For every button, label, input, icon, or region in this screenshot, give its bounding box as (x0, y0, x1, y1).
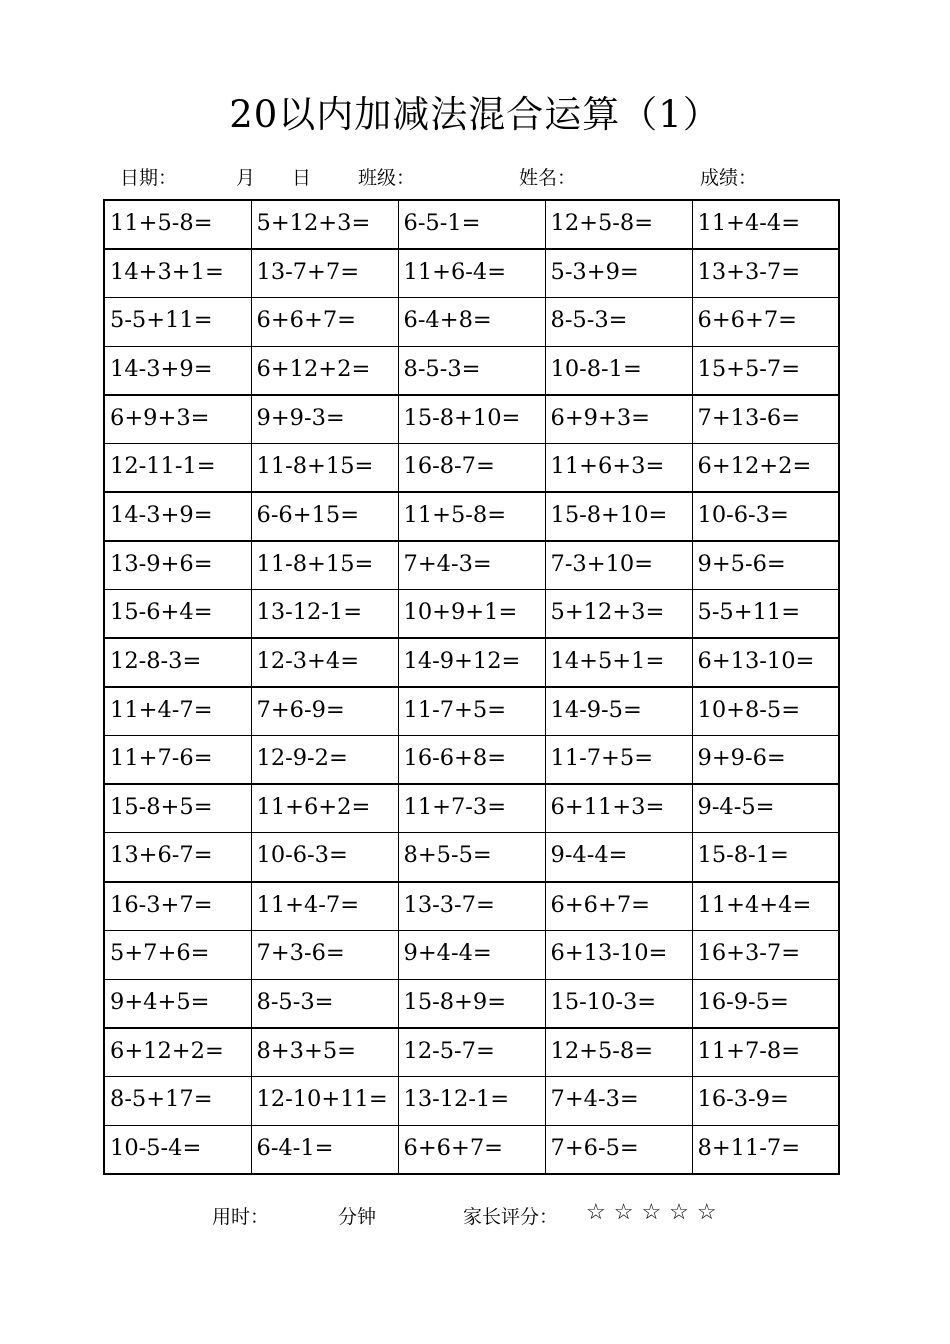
problem-row (104, 492, 839, 541)
problem-row (104, 833, 839, 882)
problem-cell: 7+6-9= (251, 687, 398, 736)
problem-cell: 13-3-7= (398, 882, 545, 931)
problem-row (104, 200, 839, 249)
problem-cell: 14-3+9= (104, 346, 251, 395)
problem-cell: 8-5-3= (545, 297, 692, 346)
problem-cell: 7+6-5= (545, 1125, 692, 1174)
problem-cell: 10+9+1= (398, 590, 545, 639)
problem-cell: 11-8+15= (251, 443, 398, 492)
problem-cell: 15-8+10= (398, 395, 545, 444)
problem-cell: 16-8-7= (398, 443, 545, 492)
problem-cell: 12-9-2= (251, 736, 398, 785)
problem-cell: 7-3+10= (545, 541, 692, 590)
problem-row (104, 638, 839, 687)
problem-row (104, 1076, 839, 1125)
problem-cell: 11+4+4= (692, 882, 839, 931)
date-label: 日期： (120, 167, 178, 189)
problem-cell: 7+13-6= (692, 395, 839, 444)
problem-cell: 15-6+4= (104, 590, 251, 639)
rating-stars[interactable]: ☆☆☆☆☆ (586, 1200, 725, 1225)
problem-cell: 16-3+7= (104, 882, 251, 931)
parent-rating-label: 家长评分： (463, 1206, 559, 1228)
problem-cell: 9-4-4= (545, 833, 692, 882)
score-label: 成绩： (700, 167, 758, 189)
problem-cell: 13+6-7= (104, 833, 251, 882)
problem-cell: 6+9+3= (545, 395, 692, 444)
problem-cell: 5-5+11= (692, 590, 839, 639)
problem-cell: 6+12+2= (692, 443, 839, 492)
problem-cell: 11-7+5= (545, 736, 692, 785)
problem-cell: 6+9+3= (104, 395, 251, 444)
problem-cell: 11+4-7= (251, 882, 398, 931)
problem-cell: 12-8-3= (104, 638, 251, 687)
problem-cell: 9+9-6= (692, 736, 839, 785)
problem-cell: 6+6+7= (692, 297, 839, 346)
problem-cell: 11+4-4= (692, 200, 839, 249)
problem-cell: 6+11+3= (545, 784, 692, 833)
problem-cell: 12-3+4= (251, 638, 398, 687)
problem-cell: 13+3-7= (692, 249, 839, 298)
problem-cell: 8+5-5= (398, 833, 545, 882)
problem-cell: 16-9-5= (692, 979, 839, 1028)
problem-cell: 15+5-7= (692, 346, 839, 395)
month-label: 月 (236, 167, 256, 189)
time-label: 用时： (212, 1206, 270, 1228)
problem-cell: 12+5-8= (545, 200, 692, 249)
problem-cell: 16-3-9= (692, 1076, 839, 1125)
problem-row (104, 541, 839, 590)
problem-cell: 7+4-3= (545, 1076, 692, 1125)
problem-row (104, 346, 839, 395)
problem-cell: 6+13-10= (545, 930, 692, 979)
problem-cell: 5+12+3= (251, 200, 398, 249)
minutes-label: 分钟 (338, 1206, 377, 1228)
problem-cell: 6-6+15= (251, 492, 398, 541)
problem-row (104, 249, 839, 298)
problem-cell: 13-12-1= (398, 1076, 545, 1125)
problem-cell: 14-9+12= (398, 638, 545, 687)
problem-cell: 12+5-8= (545, 1028, 692, 1077)
problem-cell: 10-6-3= (692, 492, 839, 541)
problem-cell: 5-3+9= (545, 249, 692, 298)
problem-cell: 9+9-3= (251, 395, 398, 444)
problem-cell: 11-7+5= (398, 687, 545, 736)
problem-cell: 14+3+1= (104, 249, 251, 298)
problem-cell: 11+7-3= (398, 784, 545, 833)
problem-cell: 13-7+7= (251, 249, 398, 298)
problem-cell: 6+13-10= (692, 638, 839, 687)
problem-row (104, 297, 839, 346)
problem-cell: 8+3+5= (251, 1028, 398, 1077)
problem-cell: 11+5-8= (104, 200, 251, 249)
problem-cell: 15-8-1= (692, 833, 839, 882)
problem-cell: 10-5-4= (104, 1125, 251, 1174)
problem-row (104, 979, 839, 1028)
problem-cell: 13-12-1= (251, 590, 398, 639)
problem-cell: 7+4-3= (398, 541, 545, 590)
problem-cell: 11+6+3= (545, 443, 692, 492)
problem-row (104, 1028, 839, 1077)
problem-cell: 11+5-8= (398, 492, 545, 541)
problem-cell: 6+6+7= (251, 297, 398, 346)
problem-row (104, 784, 839, 833)
problem-cell: 8-5-3= (398, 346, 545, 395)
page-title: 20以内加减法混合运算（1） (229, 93, 721, 136)
problem-row (104, 930, 839, 979)
day-label: 日 (292, 167, 312, 189)
problem-cell: 6-5-1= (398, 200, 545, 249)
problem-cell: 11+6-4= (398, 249, 545, 298)
problem-cell: 6+12+2= (104, 1028, 251, 1077)
problem-cell: 10-6-3= (251, 833, 398, 882)
problem-row (104, 590, 839, 639)
problem-cell: 15-10-3= (545, 979, 692, 1028)
problem-cell: 15-8+5= (104, 784, 251, 833)
problem-cell: 11+7-8= (692, 1028, 839, 1077)
problem-cell: 6+6+7= (398, 1125, 545, 1174)
name-label: 姓名： (519, 167, 577, 189)
problem-cell: 9+5-6= (692, 541, 839, 590)
problem-cell: 9-4-5= (692, 784, 839, 833)
problem-cell: 12-5-7= (398, 1028, 545, 1077)
problem-cell: 14+5+1= (545, 638, 692, 687)
problem-row (104, 882, 839, 931)
problem-cell: 6-4+8= (398, 297, 545, 346)
problem-cell: 8-5-3= (251, 979, 398, 1028)
problem-cell: 6+6+7= (545, 882, 692, 931)
problem-row (104, 736, 839, 785)
problem-cell: 15-8+9= (398, 979, 545, 1028)
problem-cell: 10-8-1= (545, 346, 692, 395)
problem-cell: 9+4-4= (398, 930, 545, 979)
problem-cell: 5-5+11= (104, 297, 251, 346)
problem-cell: 14-9-5= (545, 687, 692, 736)
problem-grid (103, 199, 840, 1175)
problem-row (104, 443, 839, 492)
problem-cell: 11+4-7= (104, 687, 251, 736)
problem-cell: 7+3-6= (251, 930, 398, 979)
problem-cell: 6+12+2= (251, 346, 398, 395)
problem-cell: 16-6+8= (398, 736, 545, 785)
problem-cell: 11+6+2= (251, 784, 398, 833)
problem-cell: 15-8+10= (545, 492, 692, 541)
problem-cell: 8+11-7= (692, 1125, 839, 1174)
problem-cell: 6-4-1= (251, 1125, 398, 1174)
problem-cell: 12-11-1= (104, 443, 251, 492)
problem-cell: 8-5+17= (104, 1076, 251, 1125)
problem-cell: 9+4+5= (104, 979, 251, 1028)
problem-cell: 5+7+6= (104, 930, 251, 979)
problem-cell: 14-3+9= (104, 492, 251, 541)
problem-cell: 12-10+11= (251, 1076, 398, 1125)
problem-cell: 13-9+6= (104, 541, 251, 590)
problem-row (104, 687, 839, 736)
problem-row (104, 395, 839, 444)
problem-cell: 16+3-7= (692, 930, 839, 979)
problem-row (104, 1125, 839, 1174)
problem-cell: 11-8+15= (251, 541, 398, 590)
problem-cell: 10+8-5= (692, 687, 839, 736)
problem-cell: 11+7-6= (104, 736, 251, 785)
class-label: 班级： (358, 167, 416, 189)
problem-cell: 5+12+3= (545, 590, 692, 639)
